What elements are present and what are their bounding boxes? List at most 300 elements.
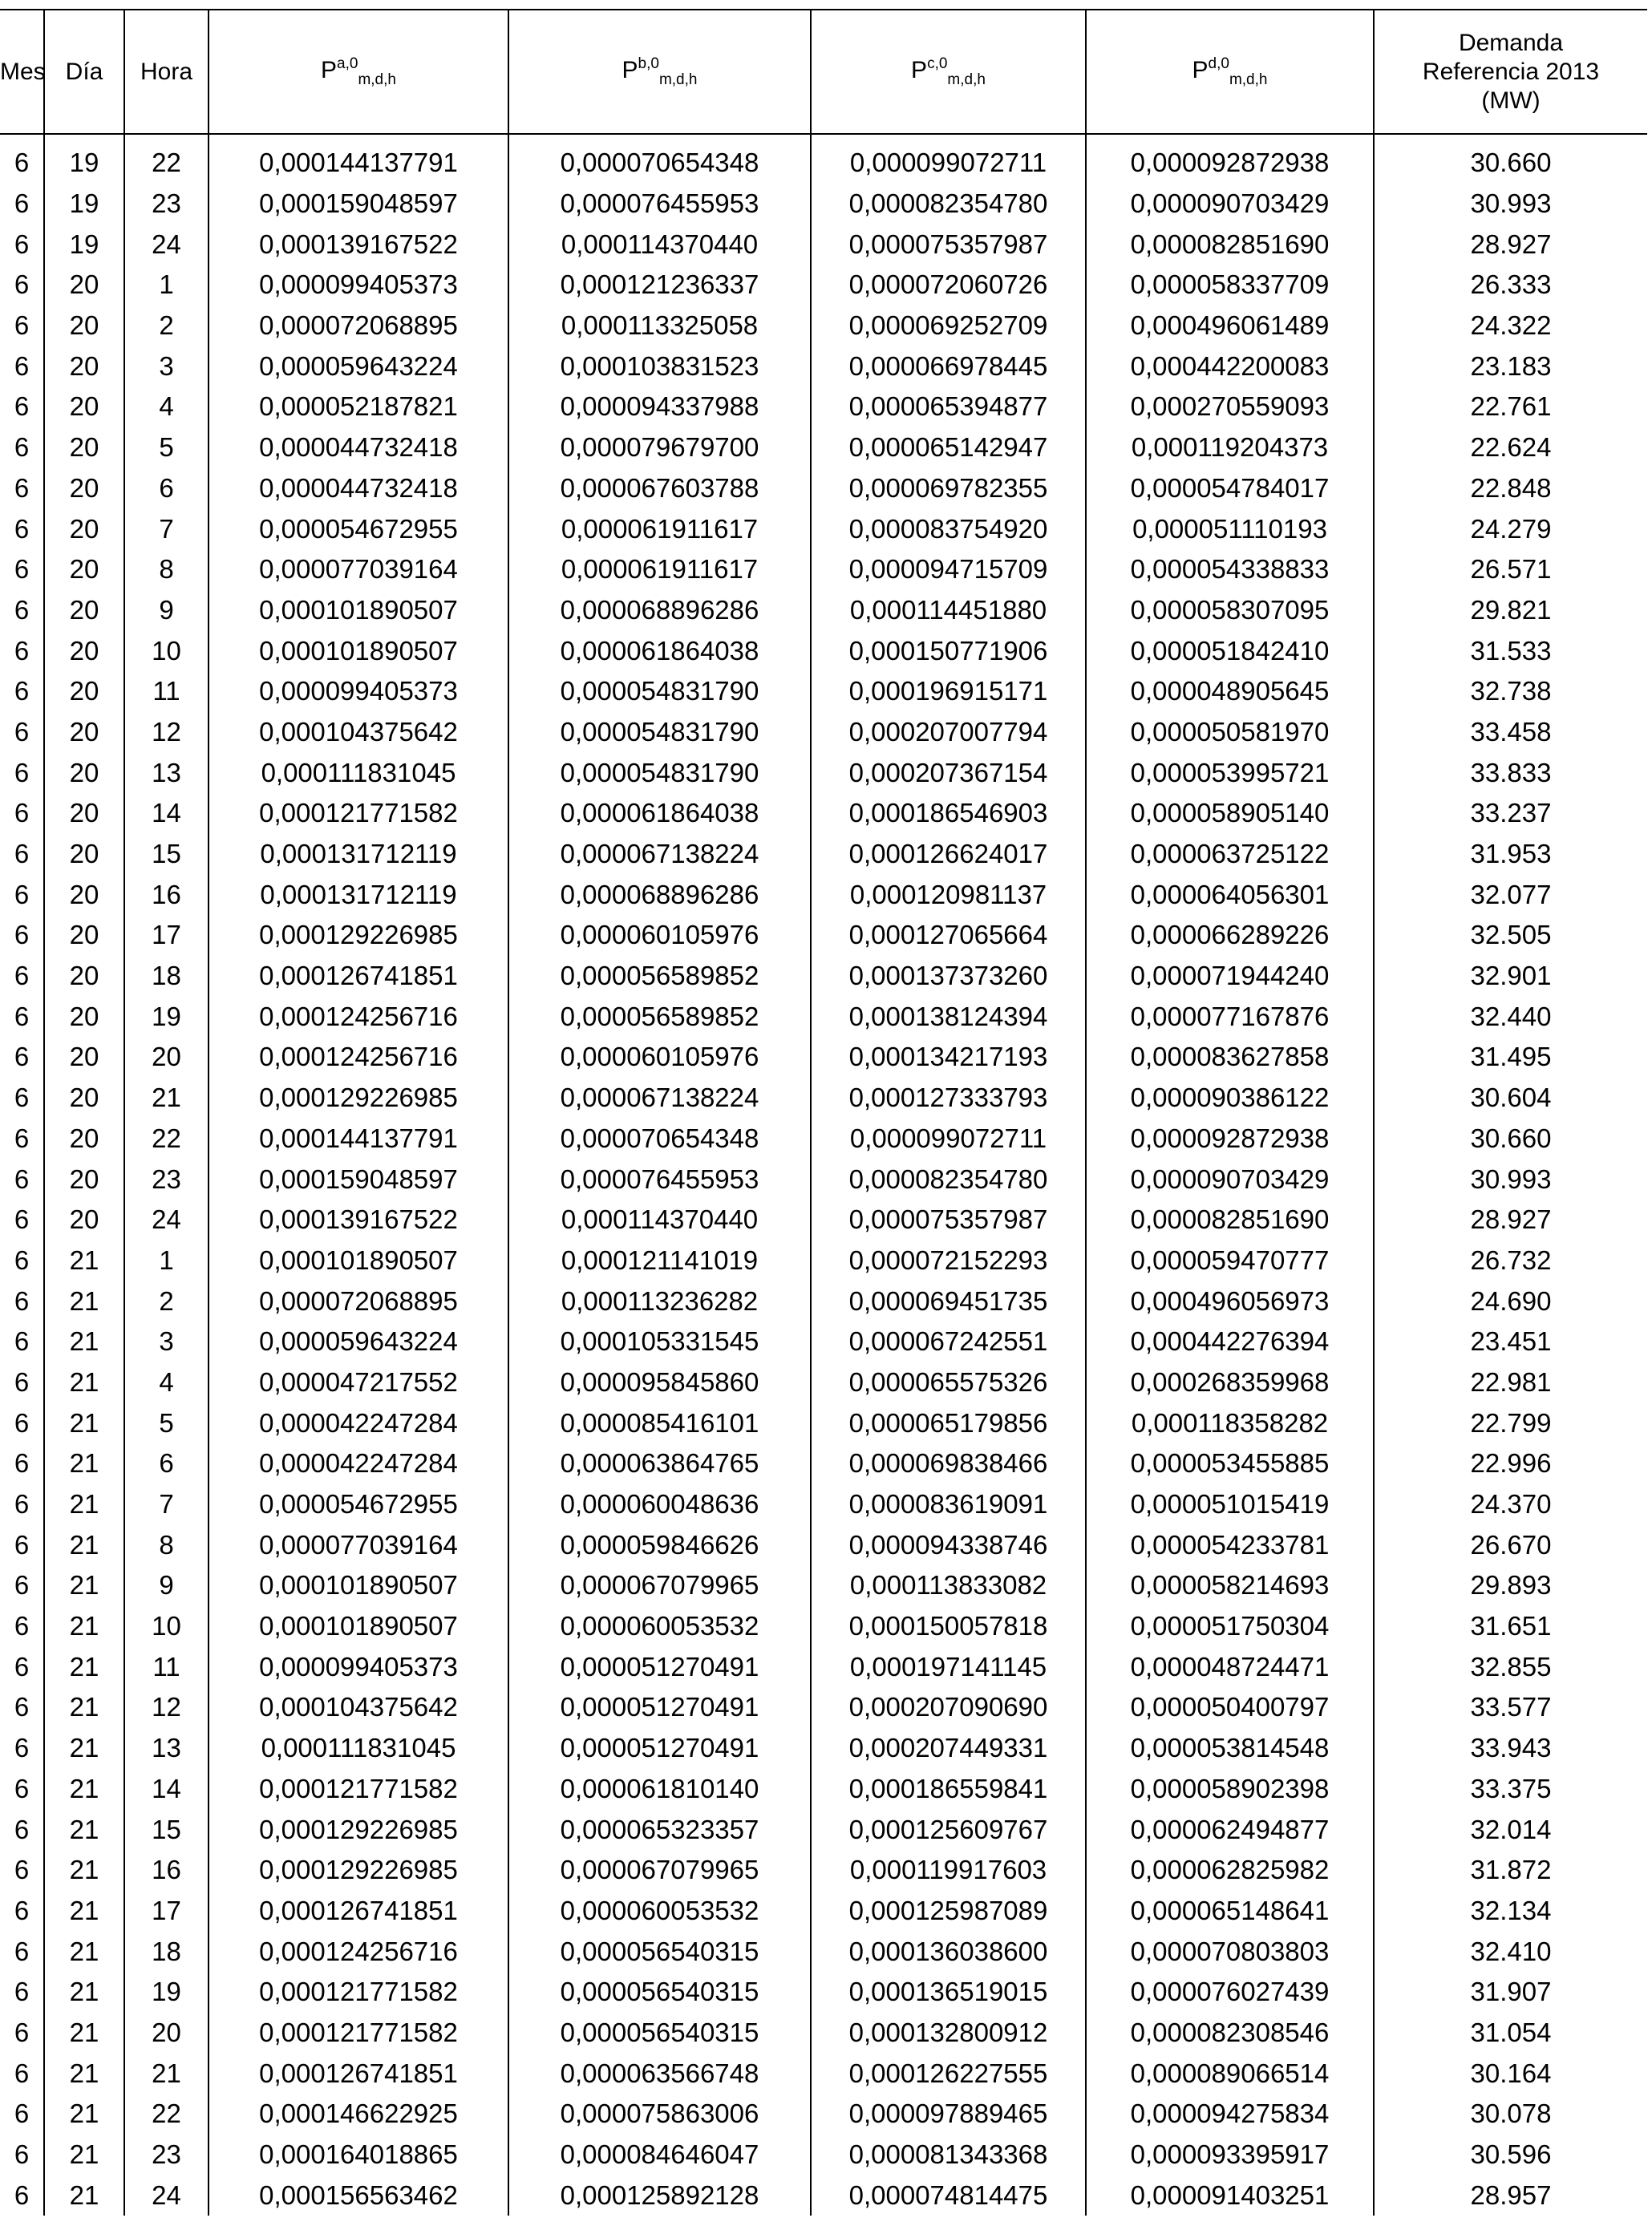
cell-mes: 6 [14,2139,30,2170]
cell-pb: 0,000121141019 [508,1240,811,1281]
cell-demanda: 22.981 [1374,1362,1647,1403]
cell-pc: 0,000186546903 [811,793,1086,834]
cell-pd: 0,000496061489 [1086,306,1374,346]
table-row [0,427,1647,468]
cell-dia: 21 [44,1728,124,1769]
cell-pb: 0,000063864765 [508,1443,811,1484]
cell-pb: 0,000056540315 [508,1931,811,1972]
cell-pc: 0,000099072711 [811,143,1086,184]
cell-pc: 0,000083619091 [811,1484,1086,1525]
cell-pd: 0,000089066514 [1086,2053,1374,2094]
cell-mes: 6 [14,594,30,625]
cell-pb: 0,000065323357 [508,1809,811,1850]
header-row [0,10,1647,134]
cell-pb: 0,000095845860 [508,1362,811,1403]
cell-mes: 6 [14,2017,30,2047]
cell-pa: 0,000156563462 [209,2175,508,2216]
header-pd: P$^{d,0}_{m,d,h}$ [1086,10,1374,134]
table-row [0,2053,1647,2094]
cell-pd: 0,000053814548 [1086,1728,1374,1769]
cell-dia: 21 [44,1891,124,1932]
cell-hora: 15 [124,834,209,875]
cell-dia: 20 [44,1159,124,1200]
cell-pd: 0,000091403251 [1086,2175,1374,2216]
cell-dia: 20 [44,1037,124,1078]
cell-pb: 0,000079679700 [508,427,811,468]
cell-pc: 0,000113833082 [811,1565,1086,1606]
cell-pa: 0,000131712119 [209,834,508,875]
cell-hora: 19 [124,996,209,1037]
cell-pb: 0,000056540315 [508,1972,811,2013]
cell-demanda: 22.761 [1374,387,1647,427]
cell-demanda: 30.993 [1374,1159,1647,1200]
cell-pb: 0,000060105976 [508,1037,811,1078]
cell-pa: 0,000104375642 [209,712,508,753]
cell-pd: 0,000048724471 [1086,1646,1374,1687]
cell-pc: 0,000069838466 [811,1443,1086,1484]
cell-pa: 0,000101890507 [209,630,508,671]
cell-dia: 21 [44,1281,124,1321]
cell-pc: 0,000132800912 [811,2013,1086,2054]
cell-pd: 0,000050400797 [1086,1687,1374,1728]
table-row [0,1200,1647,1240]
cell-hora: 2 [124,1281,209,1321]
cell-dia: 19 [44,143,124,184]
table-row [0,346,1647,387]
cell-dia: 20 [44,427,124,468]
cell-pb: 0,000054831790 [508,671,811,712]
cell-pb: 0,000067138224 [508,1078,811,1119]
cell-mes: 6 [14,472,30,503]
cell-mes: 6 [14,2099,30,2129]
cell-pb: 0,000085416101 [508,1402,811,1443]
table-row [0,549,1647,590]
cell-hora: 3 [124,346,209,387]
cell-demanda: 22.624 [1374,427,1647,468]
cell-mes: 6 [14,676,30,706]
cell-pc: 0,000067242551 [811,1321,1086,1362]
cell-pa: 0,000099405373 [209,671,508,712]
cell-pc: 0,000082354780 [811,1159,1086,1200]
cell-pa: 0,000121771582 [209,1972,508,2013]
cell-pa: 0,000121771582 [209,793,508,834]
cell-pa: 0,000059643224 [209,346,508,387]
table-row [0,1484,1647,1525]
table-row [0,752,1647,793]
cell-hora: 11 [124,671,209,712]
cell-demanda: 24.279 [1374,508,1647,549]
cell-pb: 0,000054831790 [508,712,811,753]
cell-pd: 0,000118358282 [1086,1402,1374,1443]
cell-pd: 0,000050581970 [1086,712,1374,753]
cell-pb: 0,000056540315 [508,2013,811,2054]
cell-pb: 0,000075863006 [508,2094,811,2135]
cell-dia: 21 [44,1809,124,1850]
cell-mes: 6 [14,1773,30,1803]
header-dia: Día [44,10,124,134]
cell-demanda: 30.660 [1374,1119,1647,1160]
cell-hora: 13 [124,752,209,793]
cell-dia: 21 [44,1769,124,1810]
cell-pd: 0,000094275834 [1086,2094,1374,2135]
cell-demanda: 22.799 [1374,1402,1647,1443]
cell-pa: 0,000121771582 [209,1769,508,1810]
cell-pb: 0,000061911617 [508,549,811,590]
cell-mes: 6 [14,1204,30,1235]
cell-pc: 0,000196915171 [811,671,1086,712]
cell-pc: 0,000072060726 [811,265,1086,306]
cell-pd: 0,000442276394 [1086,1321,1374,1362]
cell-pb: 0,000084646047 [508,2135,811,2175]
cell-mes: 6 [14,1448,30,1479]
table-row [0,265,1647,306]
cell-hora: 2 [124,306,209,346]
cell-pc: 0,000114451880 [811,590,1086,631]
table-row [0,956,1647,997]
table-row [0,1972,1647,2013]
cell-pb: 0,000061864038 [508,630,811,671]
cell-pa: 0,000101890507 [209,1606,508,1647]
cell-pb: 0,000076455953 [508,184,811,225]
cell-pa: 0,000111831045 [209,752,508,793]
cell-pa: 0,000144137791 [209,143,508,184]
table-row [0,2013,1647,2054]
cell-hora: 14 [124,793,209,834]
cell-pd: 0,000051015419 [1086,1484,1374,1525]
cell-pd: 0,000076027439 [1086,1972,1374,2013]
table-row [0,996,1647,1037]
table-row [0,1850,1647,1891]
cell-hora: 8 [124,549,209,590]
table-row [0,1119,1647,1160]
cell-hora: 13 [124,1728,209,1769]
demand-profile-table [0,9,1647,2216]
header-pc: P$^{c,0}_{m,d,h}$ [811,10,1086,134]
cell-pb: 0,000114370440 [508,224,811,265]
table-row [0,468,1647,509]
cell-mes: 6 [14,1855,30,1885]
cell-dia: 20 [44,1119,124,1160]
cell-dia: 20 [44,752,124,793]
cell-pd: 0,000082308546 [1086,2013,1374,2054]
cell-pb: 0,000113325058 [508,306,811,346]
cell-pc: 0,000207449331 [811,1728,1086,1769]
cell-hora: 21 [124,2053,209,2094]
table-row [0,712,1647,753]
cell-hora: 17 [124,915,209,956]
cell-hora: 22 [124,1119,209,1160]
cell-dia: 21 [44,1524,124,1565]
cell-dia: 20 [44,590,124,631]
cell-dia: 21 [44,2053,124,2094]
cell-hora: 21 [124,1078,209,1119]
table-row [0,1809,1647,1850]
table-row [0,1891,1647,1932]
cell-dia: 20 [44,1200,124,1240]
cell-mes: 6 [14,1083,30,1113]
cell-pc: 0,000066978445 [811,346,1086,387]
cell-demanda: 31.907 [1374,1972,1647,2013]
cell-pd: 0,000083627858 [1086,1037,1374,1078]
cell-mes: 6 [14,350,30,381]
cell-pc: 0,000074814475 [811,2175,1086,2216]
cell-demanda: 24.322 [1374,306,1647,346]
table-row [0,2135,1647,2175]
cell-dia: 21 [44,2013,124,2054]
cell-pc: 0,000207090690 [811,1687,1086,1728]
cell-hora: 24 [124,1200,209,1240]
cell-demanda: 26.571 [1374,549,1647,590]
cell-pd: 0,000071944240 [1086,956,1374,997]
cell-dia: 21 [44,1972,124,2013]
cell-pd: 0,000092872938 [1086,143,1374,184]
header-pa: P$^{a,0}_{m,d,h}$ [209,10,508,134]
cell-pa: 0,000139167522 [209,224,508,265]
cell-pd: 0,000082851690 [1086,224,1374,265]
cell-pb: 0,000063566748 [508,2053,811,2094]
cell-mes: 6 [14,1326,30,1357]
cell-dia: 21 [44,2094,124,2135]
cell-pa: 0,000111831045 [209,1728,508,1769]
cell-pc: 0,000126227555 [811,2053,1086,2094]
table-row [0,915,1647,956]
cell-demanda: 33.577 [1374,1687,1647,1728]
cell-hora: 23 [124,1159,209,1200]
cell-dia: 20 [44,549,124,590]
cell-mes: 6 [14,1407,30,1438]
cell-pa: 0,000124256716 [209,1037,508,1078]
cell-mes: 6 [14,1366,30,1397]
cell-demanda: 26.333 [1374,265,1647,306]
cell-mes: 6 [14,229,30,259]
cell-pa: 0,000144137791 [209,1119,508,1160]
cell-demanda: 30.596 [1374,2135,1647,2175]
cell-pd: 0,000059470777 [1086,1240,1374,1281]
cell-dia: 20 [44,346,124,387]
cell-mes: 6 [14,1123,30,1153]
cell-pd: 0,000058905140 [1086,793,1374,834]
cell-pb: 0,000113236282 [508,1281,811,1321]
cell-pc: 0,000069252709 [811,306,1086,346]
header-pb: P$^{b,0}_{m,d,h}$ [508,10,811,134]
cell-pa: 0,000047217552 [209,1362,508,1403]
cell-pd: 0,000064056301 [1086,874,1374,915]
cell-pc: 0,000125609767 [811,1809,1086,1850]
cell-pc: 0,000069782355 [811,468,1086,509]
table-row [0,630,1647,671]
cell-dia: 21 [44,1565,124,1606]
cell-dia: 21 [44,1687,124,1728]
cell-pa: 0,000101890507 [209,1240,508,1281]
cell-pa: 0,000121771582 [209,2013,508,2054]
cell-mes: 6 [14,1814,30,1844]
cell-pd: 0,000070803803 [1086,1931,1374,1972]
cell-pa: 0,000129226985 [209,915,508,956]
cell-hora: 10 [124,1606,209,1647]
cell-demanda: 32.855 [1374,1646,1647,1687]
table-row [0,1565,1647,1606]
table-row [0,1240,1647,1281]
cell-hora: 8 [124,1524,209,1565]
cell-pa: 0,000044732418 [209,427,508,468]
cell-hora: 16 [124,1850,209,1891]
cell-pc: 0,000150057818 [811,1606,1086,1647]
cell-pb: 0,000051270491 [508,1728,811,1769]
table-row [0,1769,1647,1810]
cell-pb: 0,000068896286 [508,874,811,915]
cell-pc: 0,000075357987 [811,224,1086,265]
cell-dia: 21 [44,2135,124,2175]
cell-mes: 6 [14,920,30,950]
cell-pa: 0,000101890507 [209,1565,508,1606]
cell-demanda: 23.183 [1374,346,1647,387]
cell-pd: 0,000090703429 [1086,184,1374,225]
table-row [0,874,1647,915]
cell-pc: 0,000094715709 [811,549,1086,590]
cell-pd: 0,000062494877 [1086,1809,1374,1850]
cell-hora: 7 [124,508,209,549]
table-row [0,793,1647,834]
data-table-container [0,9,1652,2216]
table-row [0,1362,1647,1403]
cell-pd: 0,000058337709 [1086,265,1374,306]
cell-dia: 21 [44,1443,124,1484]
cell-pd: 0,000053995721 [1086,752,1374,793]
cell-pb: 0,000070654348 [508,1119,811,1160]
cell-demanda: 28.957 [1374,2175,1647,2216]
cell-demanda: 33.458 [1374,712,1647,753]
cell-demanda: 28.927 [1374,224,1647,265]
cell-pd: 0,000054784017 [1086,468,1374,509]
cell-mes: 6 [14,2179,30,2210]
cell-demanda: 31.872 [1374,1850,1647,1891]
cell-pc: 0,000207367154 [811,752,1086,793]
cell-hora: 9 [124,1565,209,1606]
table-row [0,508,1647,549]
cell-mes: 6 [14,1164,30,1194]
cell-pb: 0,000076455953 [508,1159,811,1200]
cell-pa: 0,000052187821 [209,387,508,427]
table-row [0,2175,1647,2216]
cell-pa: 0,000054672955 [209,508,508,549]
cell-hora: 5 [124,1402,209,1443]
cell-hora: 6 [124,1443,209,1484]
header-spacer-row [0,134,1647,143]
cell-pc: 0,000094338746 [811,1524,1086,1565]
cell-hora: 17 [124,1891,209,1932]
cell-hora: 16 [124,874,209,915]
header-mes: Mes [0,10,44,134]
cell-hora: 7 [124,1484,209,1525]
cell-pd: 0,000048905645 [1086,671,1374,712]
cell-hora: 4 [124,387,209,427]
cell-pb: 0,000070654348 [508,143,811,184]
table-row [0,1687,1647,1728]
cell-mes: 6 [14,1895,30,1925]
cell-dia: 20 [44,468,124,509]
cell-pb: 0,000051270491 [508,1646,811,1687]
cell-hora: 5 [124,427,209,468]
cell-dia: 20 [44,915,124,956]
cell-pd: 0,000063725122 [1086,834,1374,875]
table-row [0,306,1647,346]
cell-dia: 21 [44,2175,124,2216]
cell-dia: 21 [44,1321,124,1362]
cell-pb: 0,000105331545 [508,1321,811,1362]
cell-pa: 0,000129226985 [209,1078,508,1119]
cell-mes: 6 [14,1570,30,1601]
cell-pd: 0,000051750304 [1086,1606,1374,1647]
cell-pc: 0,000186559841 [811,1769,1086,1810]
cell-hora: 1 [124,1240,209,1281]
cell-dia: 21 [44,1362,124,1403]
cell-demanda: 31.651 [1374,1606,1647,1647]
cell-dia: 20 [44,265,124,306]
cell-pb: 0,000060105976 [508,915,811,956]
cell-demanda: 23.451 [1374,1321,1647,1362]
cell-mes: 6 [14,839,30,869]
cell-pb: 0,000059846626 [508,1524,811,1565]
cell-mes: 6 [14,188,30,219]
cell-pb: 0,000061810140 [508,1769,811,1810]
cell-mes: 6 [14,432,30,463]
cell-hora: 3 [124,1321,209,1362]
cell-dia: 20 [44,306,124,346]
cell-pd: 0,000058902398 [1086,1769,1374,1810]
cell-demanda: 26.732 [1374,1240,1647,1281]
cell-demanda: 24.690 [1374,1281,1647,1321]
cell-hora: 1 [124,265,209,306]
cell-pd: 0,000090386122 [1086,1078,1374,1119]
cell-pc: 0,000082354780 [811,184,1086,225]
cell-mes: 6 [14,1245,30,1275]
cell-pa: 0,000131712119 [209,874,508,915]
cell-mes: 6 [14,1489,30,1520]
cell-dia: 20 [44,793,124,834]
cell-pa: 0,000054672955 [209,1484,508,1525]
cell-pd: 0,000077167876 [1086,996,1374,1037]
cell-pa: 0,000077039164 [209,549,508,590]
cell-demanda: 30.604 [1374,1078,1647,1119]
cell-pd: 0,000053455885 [1086,1443,1374,1484]
cell-dia: 20 [44,956,124,997]
cell-dia: 21 [44,1931,124,1972]
cell-hora: 4 [124,1362,209,1403]
header-hora: Hora [124,10,209,134]
cell-pb: 0,000103831523 [508,346,811,387]
cell-hora: 24 [124,224,209,265]
table-row [0,1728,1647,1769]
cell-mes: 6 [14,757,30,787]
cell-hora: 15 [124,1809,209,1850]
cell-pd: 0,000051110193 [1086,508,1374,549]
cell-pb: 0,000060053532 [508,1606,811,1647]
cell-pc: 0,000083754920 [811,508,1086,549]
cell-pc: 0,000120981137 [811,874,1086,915]
cell-pc: 0,000097889465 [811,2094,1086,2135]
cell-hora: 6 [124,468,209,509]
cell-hora: 22 [124,143,209,184]
cell-pc: 0,000127333793 [811,1078,1086,1119]
cell-dia: 20 [44,671,124,712]
cell-mes: 6 [14,1001,30,1031]
cell-pb: 0,000067079965 [508,1565,811,1606]
cell-pc: 0,000150771906 [811,630,1086,671]
cell-pa: 0,000072068895 [209,306,508,346]
cell-demanda: 32.901 [1374,956,1647,997]
table-row [0,184,1647,225]
cell-demanda: 29.821 [1374,590,1647,631]
